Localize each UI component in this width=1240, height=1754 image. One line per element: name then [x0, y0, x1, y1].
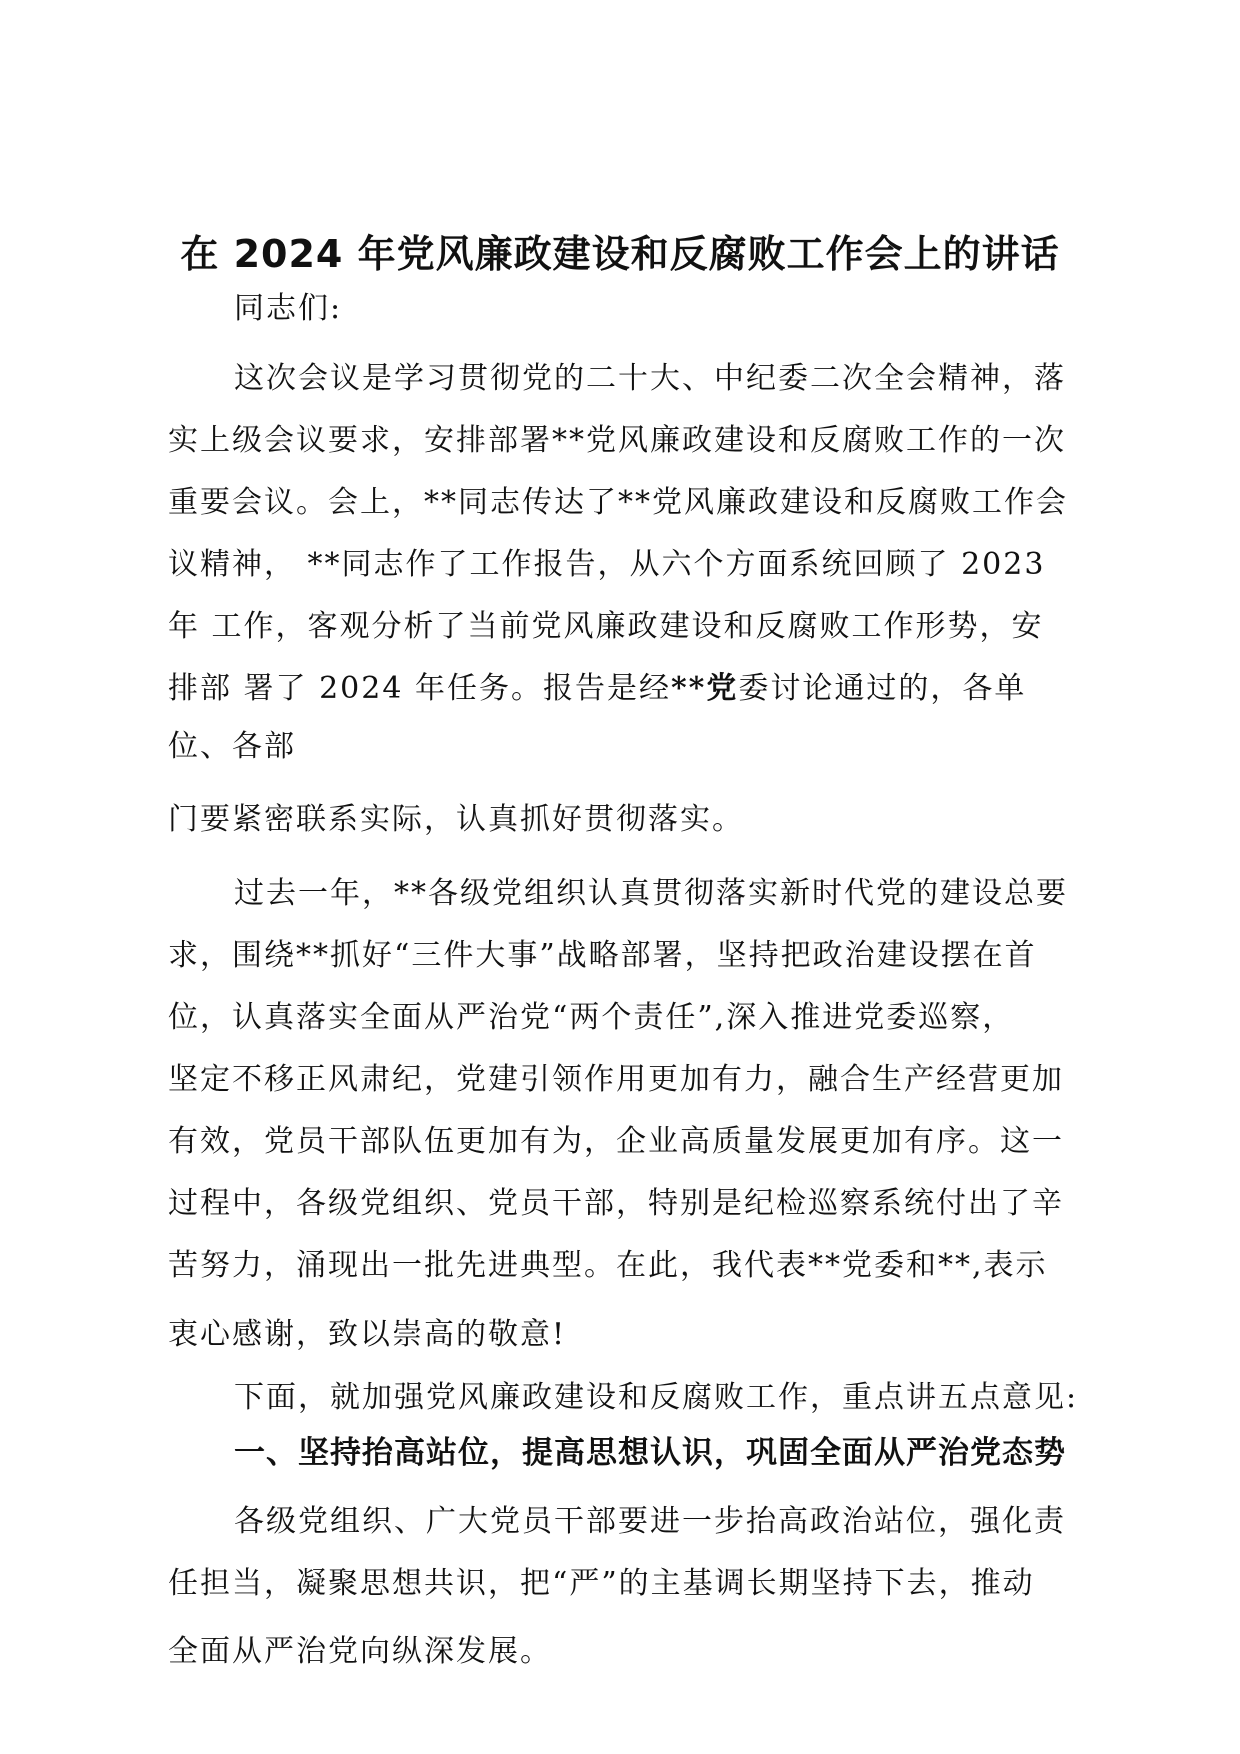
- paragraph-2-line-3: 位，认真落实全面从严治党“两个责任”,深入推进党委巡察，: [168, 1000, 1015, 1035]
- paragraph-2-line-2: 求，围绕**抓好“三件大事”战略部署，坚持把政治建设摆在首: [168, 938, 1037, 973]
- paragraph-2-line-6: 过程中，各级党组织、党员干部，特别是纪检巡察系统付出了辛: [168, 1186, 1064, 1221]
- document-title: 在 2024 年党风廉政建设和反腐败工作会上的讲话: [180, 232, 1060, 276]
- salutation: 同志们:: [234, 291, 343, 326]
- paragraph-2-line-5: 有效，党员干部队伍更加有为，企业高质量发展更加有序。这一: [168, 1124, 1064, 1159]
- paragraph-1-line-7: 位、各部: [168, 729, 296, 764]
- section-heading-1: 一、坚持抬高站位，提高思想认识，巩固全面从严治党态势: [234, 1435, 1066, 1471]
- paragraph-1-line-6-end: 委讨论通过的，各单: [738, 671, 1027, 706]
- paragraph-4-line-3: 全面从严治党向纵深发展。: [168, 1634, 552, 1669]
- paragraph-1-line-5: 年 工作，客观分析了当前党风廉政建设和反腐败工作形势，安: [168, 609, 1044, 644]
- paragraph-1-line-2: 实上级会议要求，安排部署**党风廉政建设和反腐败工作的一次: [168, 423, 1066, 458]
- paragraph-1-line-8: 门要紧密联系实际，认真抓好贯彻落实。: [168, 802, 744, 837]
- paragraph-1-line-4: 议精神， **同志作了工作报告，从六个方面系统回顾了 2023: [168, 547, 1046, 582]
- paragraph-2-line-4: 坚定不移正风肃纪，党建引领作用更加有力，融合生产经营更加: [168, 1062, 1064, 1097]
- paragraph-2-line-8: 衷心感谢，致以崇高的敬意!: [168, 1317, 567, 1352]
- paragraph-1-line-1: 这次会议是学习贯彻党的二十大、中纪委二次全会精神，落: [234, 361, 1066, 396]
- paragraph-1-line-6-start: 排部 署了 2024 年任务。报告是经: [168, 671, 671, 706]
- paragraph-2-line-1: 过去一年，**各级党组织认真贯彻落实新时代党的建设总要: [234, 876, 1068, 911]
- paragraph-1-line-6: [168, 667, 1088, 711]
- paragraph-1-line-6-bold: **党: [670, 671, 739, 706]
- paragraph-4-line-2: 任担当，凝聚思想共识，把“严”的主基调长期坚持下去，推动: [168, 1566, 1035, 1601]
- paragraph-3: 下面，就加强党风廉政建设和反腐败工作，重点讲五点意见:: [234, 1380, 1079, 1415]
- paragraph-4-line-1: 各级党组织、广大党员干部要进一步抬高政治站位，强化责: [234, 1504, 1066, 1539]
- paragraph-1-line-3: 重要会议。会上，**同志传达了**党风廉政建设和反腐败工作会: [168, 485, 1068, 520]
- paragraph-2-line-7: 苦努力，涌现出一批先进典型。在此，我代表**党委和**,表示: [168, 1248, 1048, 1283]
